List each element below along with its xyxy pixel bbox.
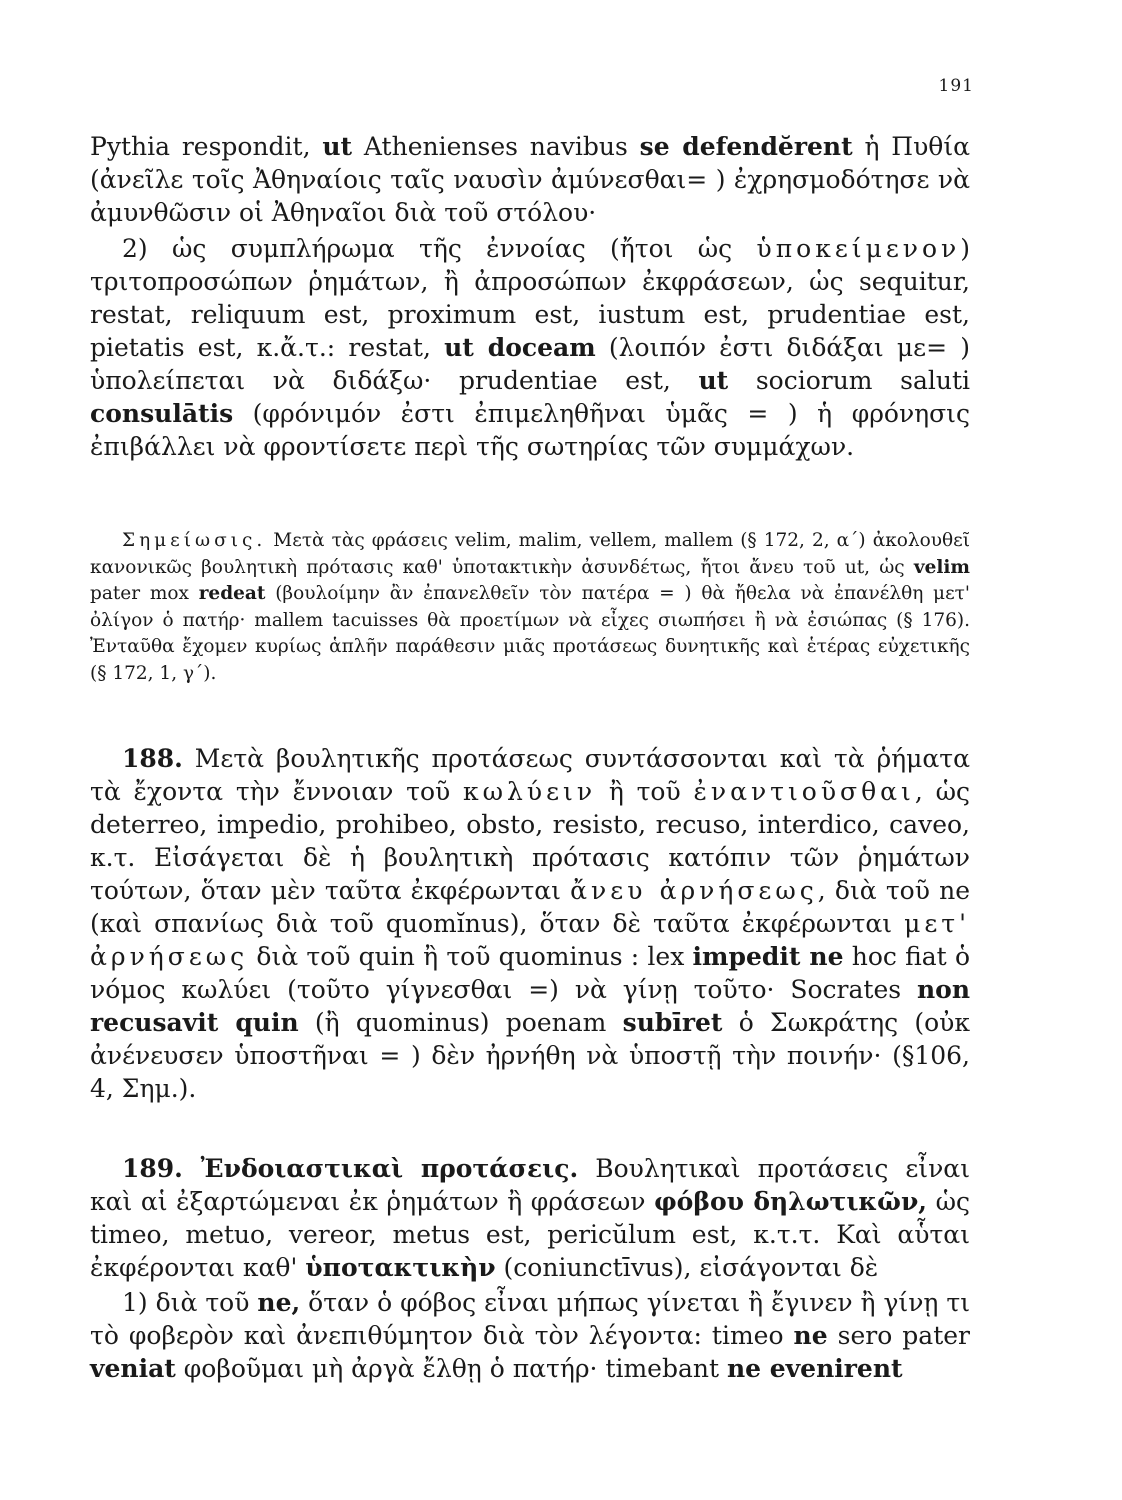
- text-run: pater mox: [90, 583, 199, 604]
- section-188: [90, 742, 970, 1105]
- subsection-189-1: [90, 1286, 970, 1385]
- text-run: Βουλητικαὶ προτάσεις εἶναι καὶ αἱ ἐξαρτώμεναι ἐκ ῥημάτων ἢ φράσεων: [90, 1154, 970, 1216]
- bold-term: redeat: [198, 583, 266, 604]
- text-run: φοβοῦμαι μὴ ἀργὰ ἔλθῃ ὁ πατήρ· timebant: [175, 1354, 727, 1383]
- text-run: Athenienses navibus: [352, 132, 640, 161]
- bold-term: ne,: [257, 1288, 301, 1317]
- bold-term: ut: [322, 132, 353, 161]
- spaced-term: ὑποκείμενον: [756, 234, 961, 263]
- bold-term: consulātis: [90, 399, 234, 428]
- text-run: 2) ὡς συμπλήρωμα τῆς ἐννοίας (ἤτοι ὡς: [122, 234, 757, 263]
- bold-term: ut: [698, 366, 729, 395]
- bold-term: ne: [793, 1321, 828, 1350]
- text-run: , ὡς deterreo, impedio, prohibeo, obsto, resisto, recuso, interdico, caveo, κ.τ. Εἰσάγεται δὲ ἡ βουλητικὴ πρότασις κατόπιν τῶν ῥημάτων τούτων, ὅταν μὲν ταῦτα ἐκφέρωνται: [90, 777, 970, 905]
- text-run: , διὰ τοῦ ne (καὶ σπανίως διὰ τοῦ quomĭnus), ὅταν δὲ ταῦτα ἐκφέρωνται: [90, 876, 970, 938]
- note-text: [90, 528, 970, 687]
- text-run: ὅταν ὁ φόβος εἶναι μήπως γίνεται ἢ ἔγινεν ἢ γίνῃ τι τὸ φοβερὸν καὶ ἀνεπιθύμητον διὰ τὸν λέγοντα: timeo: [90, 1288, 971, 1350]
- section-189: [90, 1152, 970, 1284]
- text-run: ὁ Σωκράτης (οὐκ ἀνένευσεν ὑποστῆναι = ) δὲν ἠρνήθη νὰ ὑποστῇ τὴν ποινήν· (§106, 4, Σημ.).: [90, 1008, 970, 1103]
- bold-term: ut doceam: [444, 333, 596, 362]
- note-block: [90, 528, 970, 687]
- note-heading: Σημείωσις.: [122, 530, 267, 551]
- text-run: ) τριτοπροσώπων ῥημάτων, ἢ ἀπροσώπων ἐκφράσεων, ὡς sequitur, restat, reliquum est, proximum est, iustum est, prudentiae est, pietatis est, κ.ἄ.τ.: restat,: [90, 234, 970, 362]
- paragraph-text: [90, 232, 970, 463]
- section-text: [90, 1152, 970, 1284]
- text-run: διὰ τοῦ quin ἢ τοῦ quominus : lex: [248, 942, 693, 971]
- text-run: Μετὰ τὰς φράσεις velim, malim, vellem, mallem (§ 172, 2, α΄) ἀκολουθεῖ κανονικῶς βουλητικὴ πρότασις καθ' ὑποτακτικὴν ἀσυνδέτως, ἤτοι ἄνευ τοῦ ut, ὡς: [90, 530, 970, 578]
- bold-term: veniat: [90, 1354, 176, 1383]
- text-run: (φρόνιμόν ἐστι ἐπιμεληθῆναι ὑμᾶς = ) ἡ φρόνησις ἐπιβάλλει νὰ φροντίσετε περὶ τῆς σωτηρίας τῶν συμμάχων.: [90, 399, 970, 461]
- text-run: hoc fiat ὁ νόμος κωλύει (τοῦτο γίγνεσθαι =) νὰ γίνῃ τοῦτο· Socrates: [90, 942, 971, 1004]
- bold-term: ὑποτακτικὴν: [305, 1253, 496, 1282]
- text-run: sero pater: [827, 1321, 970, 1350]
- bold-term: se defendĕrent: [639, 132, 853, 161]
- bold-term: ne evenirent: [726, 1354, 903, 1383]
- text-run: 1) διὰ τοῦ: [122, 1288, 258, 1317]
- section-heading: 189. Ἐνδοιαστικαὶ προτάσεις.: [122, 1154, 579, 1183]
- spaced-term: μετ' ἀρνήσεως: [90, 909, 970, 971]
- paragraph-pythia: [90, 130, 970, 229]
- section-text: [90, 742, 970, 1105]
- page-number: 191: [938, 76, 974, 96]
- text-run: (λοιπόν ἐστι διδάξαι με= ) ὑπολείπεται νὰ διδάξω· prudentiae est,: [90, 333, 970, 395]
- text-run: (coniunctīvus), εἰσάγονται δὲ: [495, 1253, 879, 1282]
- text-run: Pythia respondit,: [90, 132, 323, 161]
- bold-term: φόβου δηλωτικῶν,: [654, 1187, 928, 1216]
- text-run: ὡς timeo, metuo, vereor, metus est, pericŭlum est, κ.τ.τ. Καὶ αὗται ἐκφέρονται καθ': [90, 1187, 970, 1282]
- bold-term: subīret: [622, 1008, 723, 1037]
- text-run: sociorum saluti: [728, 366, 970, 395]
- section-number: 188.: [122, 744, 183, 773]
- bold-term: impedit ne: [692, 942, 844, 971]
- spaced-term: ἄνευ ἀρνήσεως: [570, 876, 818, 905]
- subsection-text: [90, 1286, 970, 1385]
- bold-term: velim: [913, 556, 970, 578]
- paragraph-text: [90, 130, 970, 229]
- spaced-term: κωλύειν: [463, 777, 597, 806]
- bold-term: non recusavit quin: [90, 975, 970, 1037]
- text-run: ἡ Πυθία (ἀνεῖλε τοῖς Ἀθηναίοις ταῖς ναυσὶν ἀμύνεσθαι= ) ἐχρησμοδότησε νὰ ἀμυνθῶσιν οἱ Ἀθηναῖοι διὰ τοῦ στόλου·: [90, 132, 971, 227]
- text-run: (βουλοίμην ἂν ἐπανελθεῖν τὸν πατέρα = ) θὰ ἤθελα νὰ ἐπανέλθη μετ' ὀλίγον ὁ πατήρ· mallem tacuisses θὰ προετίμων νὰ εἶχες σιωπήσει ἢ νὰ ἐσιώπας (§ 176). Ἐνταῦθα ἔχομεν κυρίως ἁπλῆν παράθεσιν μιᾶς προτάσεως δυνητικῆς καὶ ἑτέρας εὐχετικῆς (§ 172, 1, γ΄).: [90, 583, 970, 684]
- text-run: Μετὰ βουλητικῆς προτάσεως συντάσσονται καὶ τὰ ῥήματα τὰ ἔχοντα τὴν ἔννοιαν τοῦ: [90, 744, 970, 806]
- paragraph-complement: [90, 232, 970, 463]
- text-run: (ἢ quominus) poenam: [298, 1008, 623, 1037]
- spaced-term: ἐναντιοῦσθαι: [693, 777, 915, 806]
- text-run: ἢ τοῦ: [596, 777, 694, 806]
